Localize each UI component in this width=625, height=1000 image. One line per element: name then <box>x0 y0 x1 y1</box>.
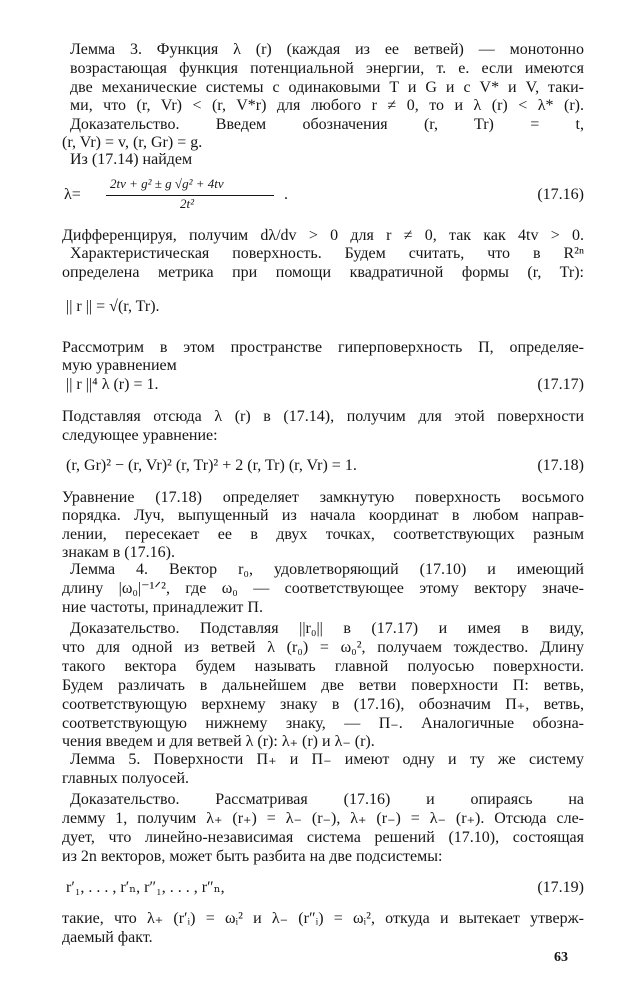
eq-17-17-number: (17.17) <box>537 376 584 393</box>
proof5-line-4: из 2n векторов, может быть разбита на две подсистемы: <box>62 848 443 865</box>
proof4-line-7: чения введем и для ветвей λ (r): λ₊ (r) и λ₋ (r). <box>62 733 375 750</box>
metric-formula: || r || = √(r, Tr). <box>66 298 160 315</box>
eq-17-17: || r ||⁴ λ (r) = 1. <box>66 376 159 393</box>
hypersurface-line-2: мую уравнением <box>62 357 177 374</box>
lemma5-line-2: главных полуосей. <box>62 770 189 787</box>
eq18-comment-line-4: знакам в (17.16). <box>62 544 175 561</box>
final-line-2: даемый факт. <box>62 929 153 946</box>
proof4-line-6: соответствующую нижнему знаку, — Π₋. Аналогичные обозна- <box>62 715 584 732</box>
eq-17-16-dot: . <box>284 186 288 203</box>
eq-17-19-number: (17.19) <box>537 879 584 896</box>
substitute-line-2: следующее уравнение: <box>62 427 218 444</box>
proof4-line-5: соответствующую верхнему знаку в (17.16), обозначим Π₊, ветвь, <box>62 696 584 713</box>
char-surface-line-2: определена метрика при помощи квадратичной формы (r, Tr): <box>62 264 584 281</box>
page-number: 63 <box>554 950 568 965</box>
eq18-comment-line-2: порядка. Луч, выпущенный из начала координат в любом направ- <box>62 507 584 524</box>
lemma3-line-3: две механические системы с одинаковыми T и G и с V* и V, таки- <box>70 79 585 96</box>
lemma4-line-1: Лемма 4. Вектор r₀, удовлетворяющий (17.10) и имеющий <box>70 561 584 578</box>
eq-17-16-number: (17.16) <box>537 186 584 203</box>
proof3-line-3: Из (17.14) найдем <box>70 151 193 168</box>
proof5-line-2: лемму 1, получим λ₊ (r₊) = λ₋ (r₋), λ₊ (r₋) = λ₋ (r₊). Отсюда сле- <box>62 810 584 827</box>
char-surface-line-1: Характеристическая поверхность. Будем считать, что в R²ⁿ <box>70 245 584 262</box>
lemma5-line-1: Лемма 5. Поверхности Π₊ и Π₋ имеют одну и ту же систему <box>70 751 584 768</box>
proof4-line-4: Будем различать в дальнейшем две ветви поверхности Π: ветвь, <box>62 677 584 694</box>
lemma3-line-4: ми, что (r, Vr) < (r, V*r) для любого r ≠ 0, то и λ (r) < λ* (r). <box>70 97 584 114</box>
lemma4-line-2: длину |ω₀|⁻¹ᐟ², где ω₀ — соответствующее этому вектору значе- <box>62 580 584 597</box>
eq-17-16-lhs: λ= <box>64 186 81 203</box>
lemma3-line-2: возрастающая функция потенциальной энергии, т. е. если имеются <box>70 60 584 77</box>
lemma4-line-3: ние частоты, принадлежит Π. <box>62 599 263 616</box>
proof5-line-1: Доказательство. Рассматривая (17.16) и опираясь на <box>70 791 584 808</box>
eq18-comment-line-3: лении, пересекает ее в двух точках, соответствующих разным <box>62 526 584 543</box>
eq-17-16-denominator: 2t² <box>180 196 195 211</box>
hypersurface-line-1: Рассмотрим в этом пространстве гиперповерхность Π, определяе- <box>62 339 584 356</box>
proof4-line-3: такого вектора будем называть главной полуосью поверхности. <box>62 658 584 675</box>
substitute-line-1: Подставляя отсюда λ (r) в (17.14), получим для этой поверхности <box>62 408 584 425</box>
proof4-line-2: что для одной из ветвей λ (r₀) = ω₀², получаем тождество. Длину <box>62 639 584 656</box>
eq-17-18-number: (17.18) <box>537 457 584 474</box>
differentiation-line: Дифференцируя, получим dλ/dv > 0 для r ≠ 0, так как 4tv > 0. <box>62 227 584 244</box>
eq-17-16-numerator: 2tv + g² ± g √g² + 4tv <box>110 176 224 191</box>
proof3-line-2: (r, Vr) = v, (r, Gr) = g. <box>62 134 203 151</box>
final-line-1: такие, что λ₊ (r′ᵢ) = ωᵢ² и λ₋ (r″ᵢ) = ωᵢ², откуда и вытекает утверж- <box>62 910 584 927</box>
proof5-line-3: дует, что линейно-независимая система решений (17.10), состоящая <box>62 829 584 846</box>
proof4-line-1: Доказательство. Подставляя ||r₀|| в (17.17) и имея в виду, <box>70 620 584 637</box>
eq18-comment-line-1: Уравнение (17.18) определяет замкнутую поверхность восьмого <box>62 489 584 506</box>
eq-17-18: (r, Gr)² − (r, Vr)² (r, Tr)² + 2 (r, Tr) (r, Vr) = 1. <box>66 457 357 474</box>
eq-17-19: r′₁, . . . , r′ₙ, r″₁, . . . , r″ₙ, <box>66 879 225 896</box>
proof3-line-1: Доказательство. Введем обозначения (r, Tr) = t, <box>70 116 584 133</box>
lemma3-line-1: Лемма 3. Функция λ (r) (каждая из ее ветвей) — монотонно <box>70 41 584 58</box>
